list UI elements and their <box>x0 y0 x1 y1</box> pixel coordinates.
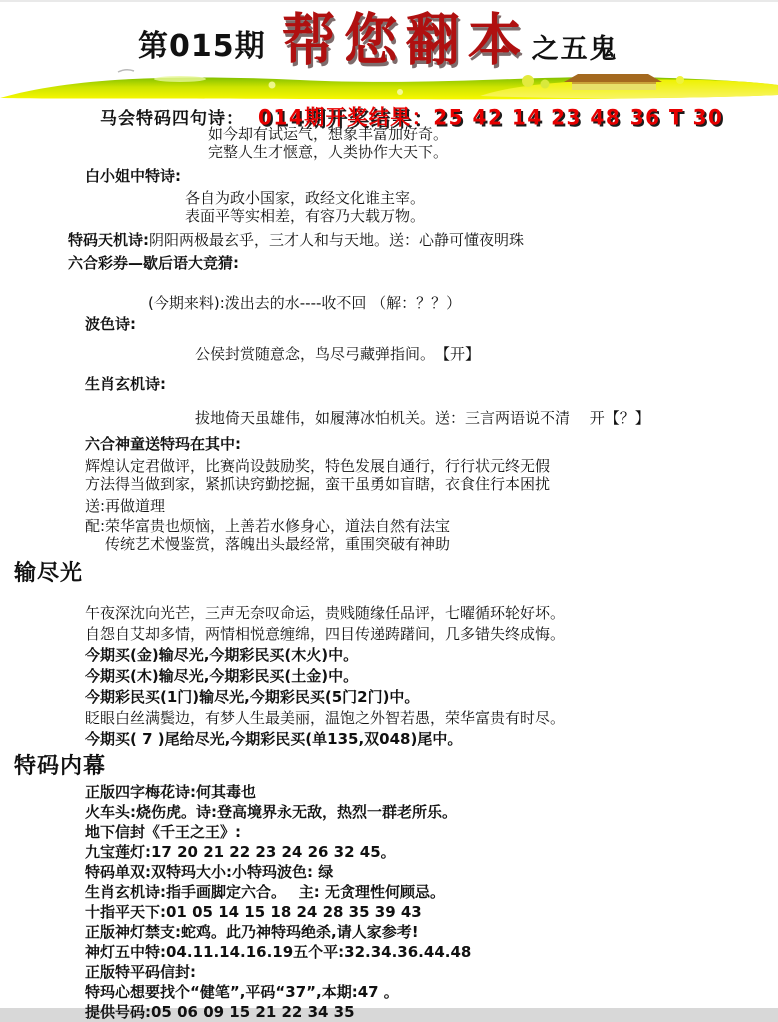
neimu-line: 地下信封《千王之王》: <box>85 823 241 841</box>
cloud-squiggle-icon <box>118 70 134 72</box>
bose-line: 公侯封赏随意念，鸟尽弓藏弹指间。 【开】 <box>195 345 481 363</box>
heading-neimu: 特码内幕 <box>14 754 107 779</box>
shentong-song: 送:再做道理 <box>85 497 166 515</box>
neimu-line: 九宝莲灯:17 20 21 22 23 24 26 32 45。 <box>85 843 396 861</box>
neimu-line: 特玛心想要找个“健笔”,平码“37”,本期:47 。 <box>85 983 399 1001</box>
section-label-baixiaojie: 白小姐中特诗: <box>85 167 181 185</box>
neimu-paragraph <box>0 782 778 1022</box>
page-title: 帮您翻本 <box>281 6 530 73</box>
shujinguang-line: 今期买(金)输尽光,今期彩民买(木火)中。 <box>85 646 359 664</box>
section-label-xiehouyu: 六合彩券—歇后语大竞猜: <box>68 254 239 272</box>
banner-wave-graphic <box>0 68 778 100</box>
draw-result: 014期开奖结果：25 42 14 23 48 36 T 30 <box>258 104 724 130</box>
page-header <box>0 2 778 73</box>
shujinguang-line: 今期彩民买(1门)输尽光,今期彩民买(5门2门)中。 <box>85 688 420 706</box>
wave-icon <box>0 68 778 100</box>
section-label-shentong: 六合神童送特玛在其中: <box>85 435 241 453</box>
section-label-bose: 波色诗: <box>85 315 136 333</box>
shujinguang-line: 自怨自艾却多情，两情相悦意缠绵，四目传递踌躇间，几多错失终成悔。 <box>85 625 566 643</box>
shentong-pei: 传统艺术慢鉴赏，落魄出头最经常，重围突破有神助 <box>105 535 451 553</box>
neimu-line: 火车头:烧伤虎。诗:登高境界永无敌，热烈一群老所乐。 <box>85 803 457 821</box>
heading-shujinguang: 输尽光 <box>14 561 84 586</box>
neimu-line: 神灯五中特:04.11.14.16.19五个平:32.34.36.44.48 <box>85 943 472 961</box>
xiehouyu-clue: (今期来料):泼出去的水----收不回 （解：？？） <box>148 294 462 312</box>
neimu-line: 正版四字梅花诗:何其毒也 <box>85 783 256 801</box>
neimu-line: 正版神灯禁支:蛇鸡。此乃神特玛绝杀,请人家参考! <box>85 923 419 941</box>
section-label-tianji: 特码天机诗: <box>68 231 149 249</box>
tianji-line <box>68 231 778 249</box>
poem-line: 完整人生才惬意，人类协作大天下。 <box>208 143 449 161</box>
neimu-line: 正版特平码信封: <box>85 963 196 981</box>
result-label: 马会特码四句诗： <box>100 109 244 129</box>
poem-line: 表面平等实相差，有容乃大载万物。 <box>185 207 426 225</box>
result-bar <box>0 101 778 130</box>
shentong-line: 方法得当做到家，紧抓诀窍勤挖掘，蛮干虽勇如盲瞎，衣食住行本困扰 <box>85 475 551 493</box>
section-label-shengxiao: 生肖玄机诗: <box>85 375 166 393</box>
shentong-pei: 配:荣华富贵也烦恼，上善若水修身心，道法自然有法宝 <box>85 517 451 535</box>
poem-line: 各自为政小国家，政经文化谁主宰。 <box>185 189 426 207</box>
issue-number: 第015期 <box>138 29 266 64</box>
page-title-suffix: 之五鬼 <box>531 34 619 65</box>
shengxiao-line: 拔地倚天虽雄伟，如履薄冰怕机关。送：三言两语说不清 开【？】 <box>195 409 650 427</box>
shujinguang-line: 今期买(木)输尽光,今期彩民买(土金)中。 <box>85 667 359 685</box>
pavilion-icon <box>564 74 662 90</box>
shujinguang-line: 今期买( 7 )尾给尽光,今期彩民买(单135,双048)尾中。 <box>85 730 463 748</box>
tianji-text: 阴阳两极最玄乎，三才人和与天地。送：心静可懂夜明珠 <box>149 231 525 249</box>
shujinguang-line: 眨眼白丝满鬓边，有梦人生最美丽，温饱之外智若愚，荣华富贵有时尽。 <box>85 709 566 727</box>
poem-line: 如今却有试运气，想象丰富加好奇。 <box>208 125 449 143</box>
neimu-line: 特码单双:双特玛大小:小特玛波色: 绿 <box>85 863 334 881</box>
shujinguang-line: 午夜深沈向光芒，三声无奈叹命运，贵贱随缘任品评，七曜循环轮好坏。 <box>85 604 566 622</box>
shentong-line: 辉煌认定君做评，比赛尚设鼓励奖，特色发展自通行，行行状元终无假 <box>85 457 551 475</box>
neimu-line: 生肖玄机诗:指手画脚定六合。 主: 无贪理性何顾忌。 <box>85 883 445 901</box>
shujinguang-paragraph <box>0 603 778 750</box>
neimu-line: 十指平天下:01 05 14 15 18 24 28 35 39 43 <box>85 903 422 921</box>
neimu-line: 提供号码:05 06 09 15 21 22 34 35 <box>85 1003 355 1021</box>
